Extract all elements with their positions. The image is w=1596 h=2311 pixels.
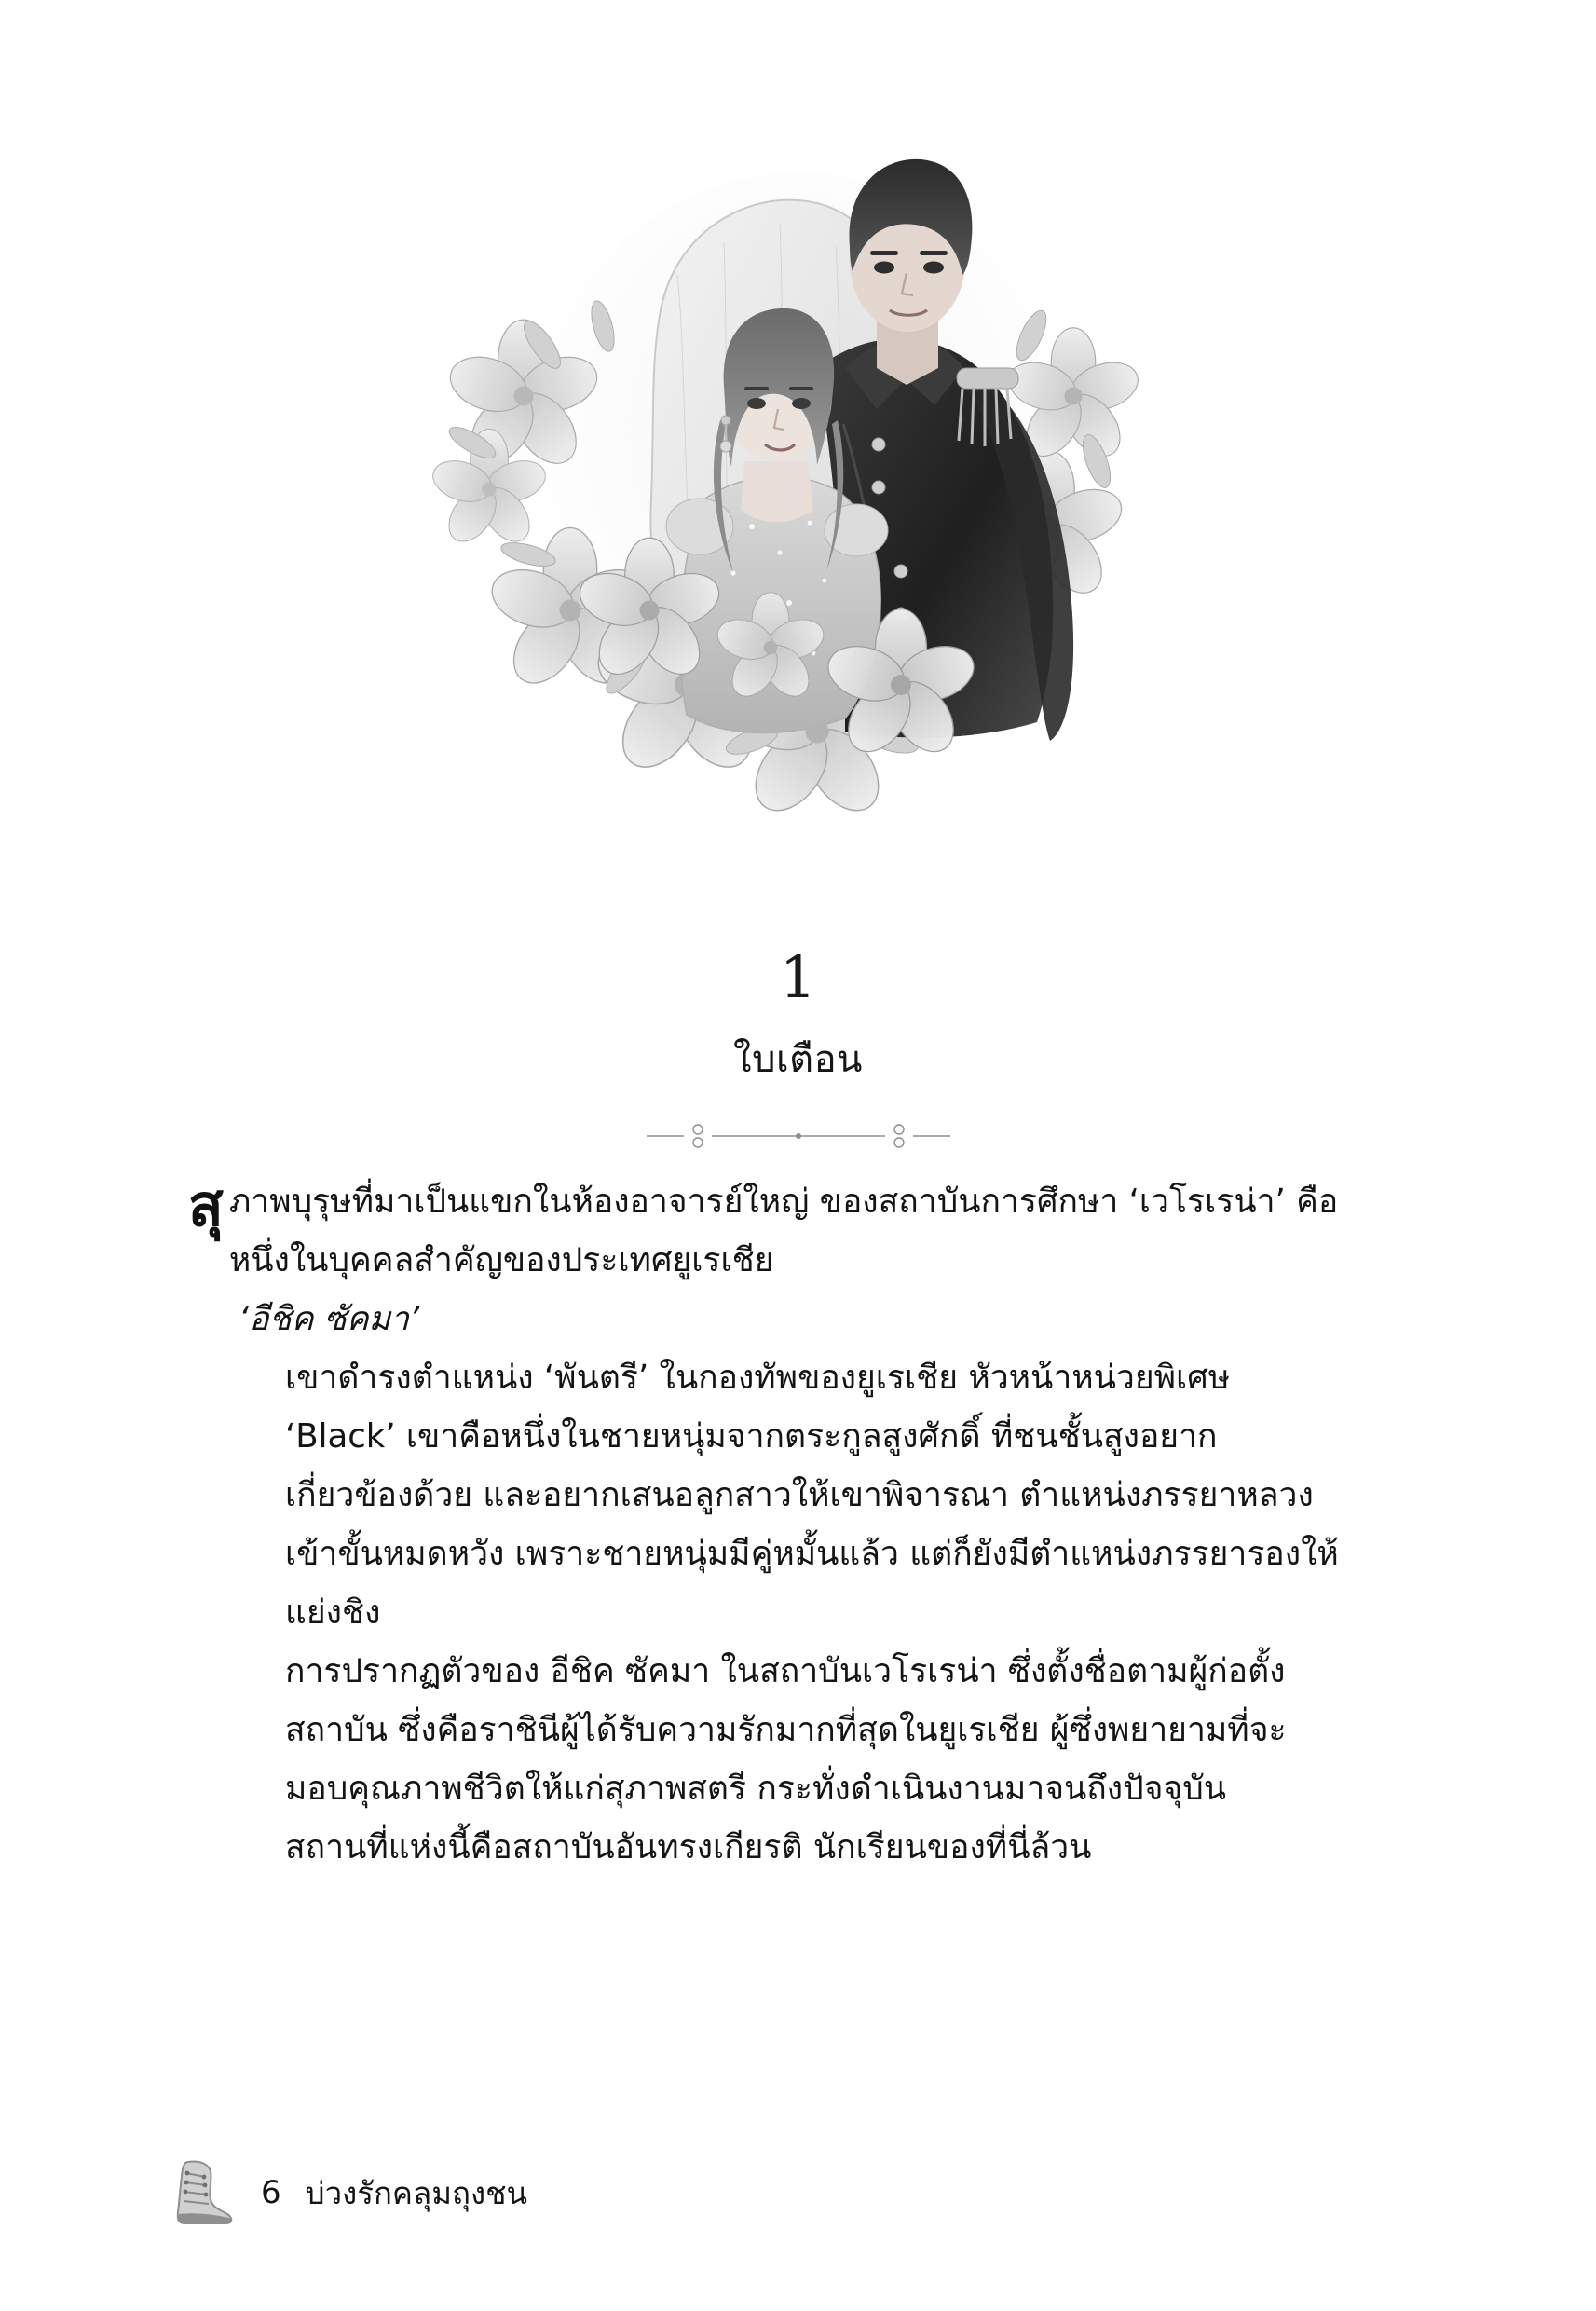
- paragraph-1-text: ภาพบุรุษที่มาเป็นแขกในห้องอาจารย์ใหญ่ ของสถาบันการศึกษา ‘เวโรเรน่า’ คือหนึ่งในบุคคลสำคัญของประเทศยูเรเชีย: [228, 1183, 1339, 1279]
- chapter-number: 1: [779, 943, 817, 1011]
- paragraph-4: การปรากฏตัวของ อีชิค ซัคมา ในสถาบันเวโรเรน่า ซึ่งตั้งชื่อตามผู้ก่อตั้งสถาบัน ซึ่งคือราชินีผู้ได้รับความรักมากที่สุดในยูเรเชีย ผู้ซึ่งพยายามที่จะมอบคุณภาพชีวิตให้แก่สุภาพสตรี กระทั่งดำเนินงานมาจนถึงปัจจุบัน: [285, 1652, 1287, 1808]
- chapter-illustration: [379, 89, 1218, 927]
- couple-portrait-with-flowers: [379, 89, 1218, 927]
- ornamental-divider: [645, 1123, 952, 1149]
- book-title: บ่วงรักคลุมถุงชน: [305, 2174, 528, 2211]
- page-number: 6: [261, 2174, 281, 2211]
- boot-icon: [168, 2156, 237, 2229]
- paragraph-3: เขาดำรงตำแหน่ง ‘พันตรี’ ในกองทัพของยูเรเชีย หัวหน้าหน่วยพิเศษ ‘Black’ เขาคือหนึ่งในชายหนุ่มจากตระกูลสูงศักดิ์ ที่ชนชั้นสูงอยากเกี่ยวข้องด้วย และอยากเสนอลูกสาวให้เขาพิจารณา ตำแหน่งภรรยาหลวงเข้าขั้นหมดหวัง เพราะชายหนุ่มมีคู่หมั้นแล้ว แต่ก็ยังมีตำแหน่งภรรยารองให้แย่งชิง: [285, 1359, 1339, 1632]
- page-footer: [168, 2156, 527, 2229]
- paragraph-1: [184, 1172, 1344, 1290]
- paragraph-2: ‘อีชิค ซัคมา’: [239, 1300, 420, 1338]
- drop-cap: สุ: [188, 1171, 224, 1239]
- chapter-body: [184, 1172, 1344, 1877]
- chapter-title: ใบเตือน: [733, 1038, 863, 1081]
- paragraph-5: สถานที่แห่งนี้คือสถาบันอันทรงเกียรติ นักเรียนของที่นี่ล้วน: [285, 1828, 1092, 1867]
